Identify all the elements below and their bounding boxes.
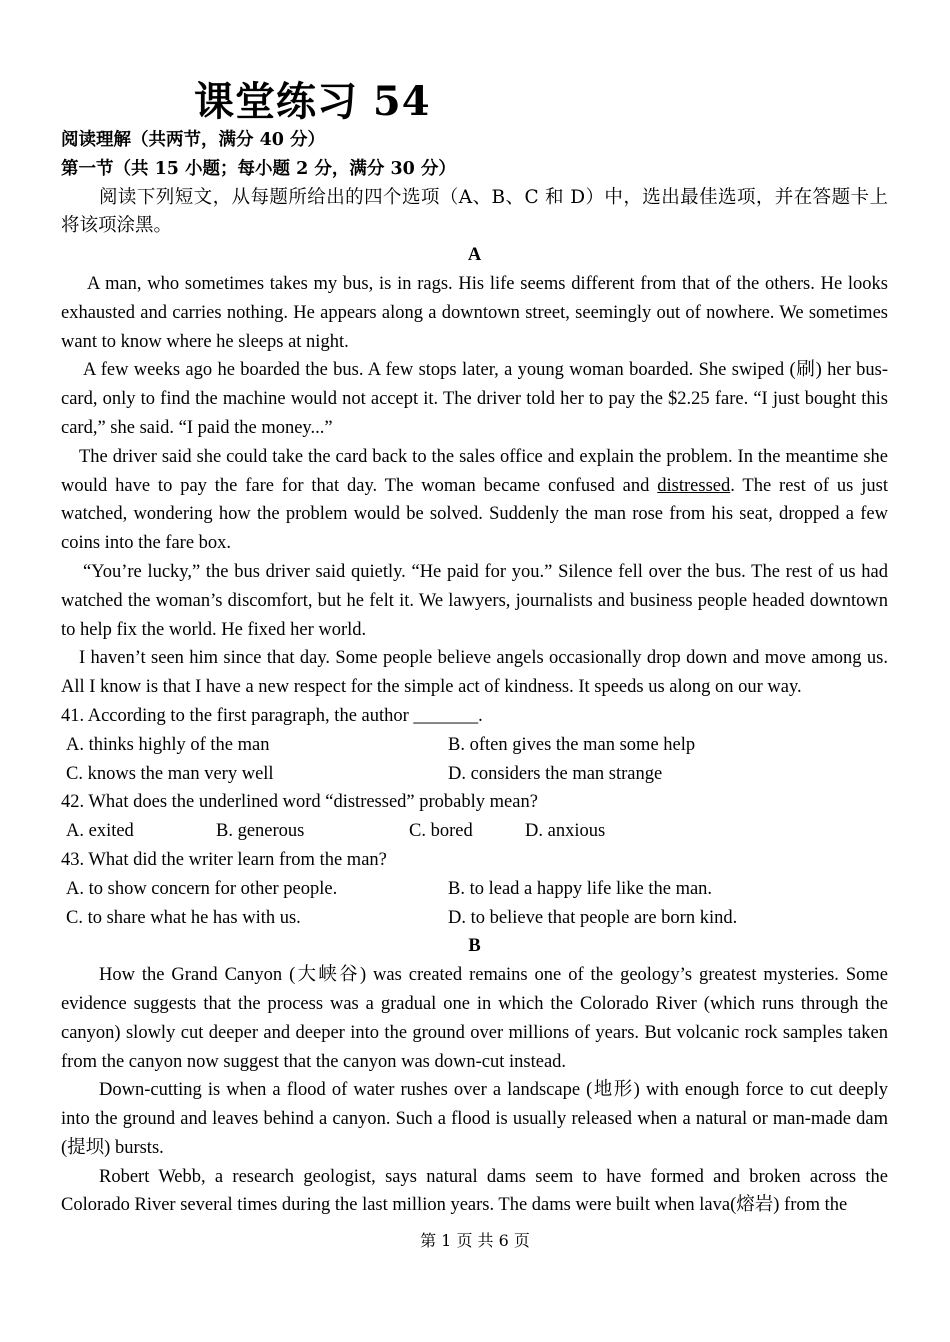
passage-a-paragraph-3 — [61, 443, 888, 558]
passage-a-label: A — [467, 245, 482, 266]
passage-a-paragraph-5: I haven’t seen him since that day. Some people believe angels occasionally drop down and move among us. All I know is that I have a new respect for the simple act of kindness. It speeds us along on our way. — [61, 648, 888, 698]
question-43-options-row-1 — [61, 875, 888, 904]
section-header: 阅读理解（共两节，满分 40 分） — [61, 130, 326, 150]
question-41-options-row-1 — [61, 731, 888, 760]
passage-a-paragraph-2: A few weeks ago he boarded the bus. A few stops later, a young woman boarded. She swiped (刷) her bus-card, only to find the machine would not accept it. The driver told her to pay the $2.25 fare. “I just bought this card,” she said. “I paid the money...” — [61, 360, 888, 438]
passage-a-paragraph-1: A man, who sometimes takes my bus, is in rags. His life seems different from that of the others. He looks exhausted and carries nothing. He appears along a downtown street, seemingly out of nowhere. We sometimes want to know where he sleeps at night. — [61, 273, 888, 352]
question-42-options — [61, 817, 888, 846]
passage-b-paragraph-2: Down-cutting is when a flood of water rushes over a landscape (地形) with enough force to cut deeply into the ground and leaves behind a canyon. Such a flood is usually released when a natural or man-made dam (提坝) bursts. — [61, 1080, 888, 1158]
underlined-word: distressed — [657, 475, 731, 496]
option[interactable]: C. knows the man very well — [66, 763, 274, 784]
option[interactable]: B. often gives the man some help — [448, 734, 696, 755]
paragraph-text: . The rest of us just watched, wondering how the problem would be solved. Suddenly the man rose from his seat, dropped a few coins into the fare box. — [61, 475, 888, 554]
option[interactable]: D. to believe that people are born kind. — [448, 907, 738, 928]
question-42: 42. What does the underlined word “distressed” probably mean? — [61, 792, 538, 813]
paragraph-text: The driver said she could take the card back to the sales office and explain the problem. In the meantime she would have to pay the fare for that day. The woman became confused and — [61, 446, 888, 496]
option[interactable]: D. anxious — [525, 821, 606, 842]
option[interactable]: D. considers the man strange — [448, 763, 663, 784]
option[interactable]: B. generous — [216, 821, 305, 842]
option[interactable]: C. to share what he has with us. — [66, 907, 301, 928]
question-41-options-row-2 — [61, 760, 888, 789]
instructions: 阅读下列短文，从每题所给出的四个选项（A、B、C 和 D）中，选出最佳选项，并在答题卡上将该项涂黑。 — [61, 186, 888, 237]
page-footer: 第 1 页 共 6 页 — [420, 1231, 530, 1250]
option[interactable]: A. thinks highly of the man — [66, 734, 270, 755]
option[interactable]: A. to show concern for other people. — [66, 878, 338, 899]
passage-b-label: B — [468, 936, 481, 957]
question-41: 41. According to the first paragraph, the author _______. — [61, 705, 483, 726]
option[interactable]: B. to lead a happy life like the man. — [448, 878, 713, 899]
option[interactable]: A. exited — [66, 821, 134, 842]
page-title: 课堂练习 54 — [194, 78, 431, 125]
passage-a-paragraph-4: “You’re lucky,” the bus driver said quietly. “He paid for you.” Silence fell over the bus. The rest of us had watched the woman’s discomfort, but he felt it. We lawyers, journalists and business people headed downtown to help fix the world. He fixed her world. — [61, 561, 888, 640]
question-43: 43. What did the writer learn from the man? — [61, 849, 387, 870]
option[interactable]: C. bored — [409, 821, 473, 842]
document-body — [61, 126, 888, 1220]
question-43-options-row-2 — [61, 904, 888, 933]
passage-b-paragraph-1: How the Grand Canyon (大峡谷) was created remains one of the geology’s greatest mysteries. Some evidence suggests that the process was a gradual one in which the Colorado River (which runs through the canyon) slowly cut deeper and deeper into the ground over millions of years. But volcanic rock samples taken from the canyon now suggest that the canyon was down-cut instead. — [61, 965, 888, 1072]
passage-b-paragraph-3: Robert Webb, a research geologist, says natural dams seem to have formed and broken across the Colorado River several times during the last million years. The dams were built when lava(熔岩) from the — [61, 1166, 888, 1216]
part-header: 第一节（共 15 小题；每小题 2 分，满分 30 分） — [61, 158, 456, 179]
